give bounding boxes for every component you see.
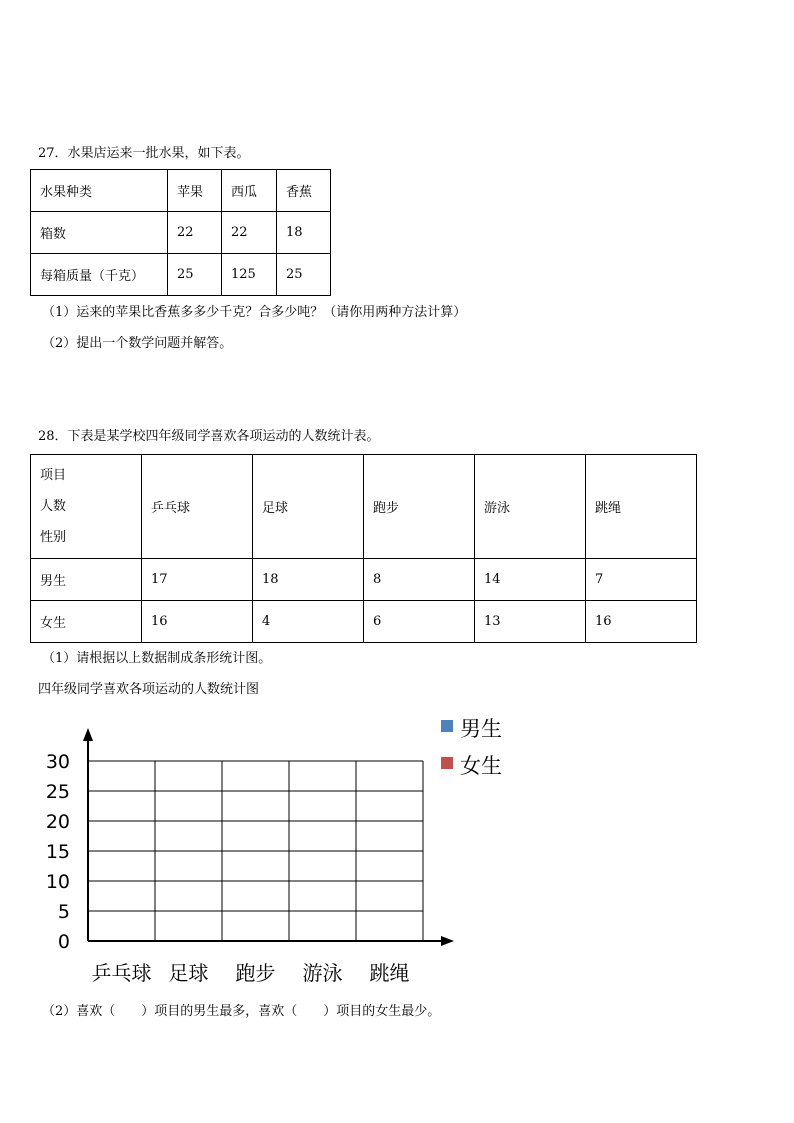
table-header-cell: 跳绳 (586, 455, 697, 559)
chart-legend (441, 717, 502, 778)
x-tick-label: 跑步 (235, 961, 276, 985)
table-cell: 22 (222, 212, 277, 254)
table-header-cell: 乒乓球 (142, 455, 253, 559)
x-tick-label: 乒乓球 (91, 961, 152, 985)
q27-title: 27．水果店运来一批水果，如下表。 (38, 146, 250, 161)
y-tick-label: 25 (45, 781, 70, 803)
corner-label: 人数 (40, 499, 67, 514)
table-cell: 125 (222, 254, 277, 296)
y-tick-label: 0 (57, 931, 70, 953)
y-tick-label: 5 (57, 901, 70, 923)
fruit-table (30, 169, 331, 296)
chart-axes (83, 728, 454, 946)
table-row (31, 170, 331, 212)
y-tick-label: 30 (45, 751, 70, 773)
q28-sub1: （1）请根据以上数据制成条形统计图。 (42, 651, 272, 666)
table-header-cell: 游泳 (475, 455, 586, 559)
q27-sub1: （1）运来的苹果比香蕉多多少千克？合多少吨？（请你用两种方法计算） (42, 305, 467, 320)
table-cell: 13 (475, 601, 586, 643)
table-cell: 25 (277, 254, 331, 296)
table-header-cell: 西瓜 (222, 170, 277, 212)
table-cell: 14 (475, 559, 586, 601)
table-row (31, 559, 697, 601)
x-tick-label: 足球 (168, 961, 209, 985)
legend-label: 男生 (460, 717, 502, 741)
table-cell: 4 (253, 601, 364, 643)
q27-sub2: （2）提出一个数学问题并解答。 (42, 336, 233, 351)
x-tick-label: 跳绳 (369, 961, 410, 985)
table-row (31, 212, 331, 254)
table-cell: 7 (586, 559, 697, 601)
table-row (31, 601, 697, 643)
table-cell: 25 (168, 254, 222, 296)
y-tick-labels (46, 751, 70, 953)
legend-label: 女生 (460, 754, 502, 778)
table-cell: 18 (253, 559, 364, 601)
table-header-cell: 水果种类 (31, 170, 168, 212)
x-tick-labels (92, 961, 410, 985)
sports-table (30, 454, 697, 643)
row-label: 男生 (31, 559, 142, 601)
row-label: 每箱质量（千克） (31, 254, 168, 296)
table-header-cell: 苹果 (168, 170, 222, 212)
corner-header-cell (31, 455, 142, 559)
y-tick-label: 15 (45, 841, 70, 863)
table-cell: 17 (142, 559, 253, 601)
table-cell: 18 (277, 212, 331, 254)
row-label: 箱数 (31, 212, 168, 254)
table-cell: 22 (168, 212, 222, 254)
x-tick-label: 游泳 (302, 961, 343, 985)
corner-label: 项目 (40, 468, 67, 483)
legend-swatch (441, 720, 453, 732)
table-cell: 16 (142, 601, 253, 643)
table-header-cell: 足球 (253, 455, 364, 559)
table-header-cell: 香蕉 (277, 170, 331, 212)
y-tick-label: 10 (45, 871, 70, 893)
x-axis-arrow (441, 936, 454, 946)
table-header-cell: 跑步 (364, 455, 475, 559)
q28-sub2: （2）喜欢（ ）项目的男生最多，喜欢（ ）项目的女生最少。 (42, 1004, 441, 1019)
corner-label: 性别 (40, 530, 67, 545)
y-axis-arrow (83, 728, 93, 741)
table-cell: 16 (586, 601, 697, 643)
legend-swatch (441, 757, 453, 769)
q28-title: 28．下表是某学校四年级同学喜欢各项运动的人数统计表。 (38, 429, 380, 444)
table-row (31, 254, 331, 296)
table-row (31, 455, 697, 559)
y-tick-label: 20 (45, 811, 70, 833)
table-cell: 6 (364, 601, 475, 643)
chart-title: 四年级同学喜欢各项运动的人数统计图 (38, 682, 260, 697)
row-label: 女生 (31, 601, 142, 643)
chart-grid (88, 761, 423, 941)
table-cell: 8 (364, 559, 475, 601)
